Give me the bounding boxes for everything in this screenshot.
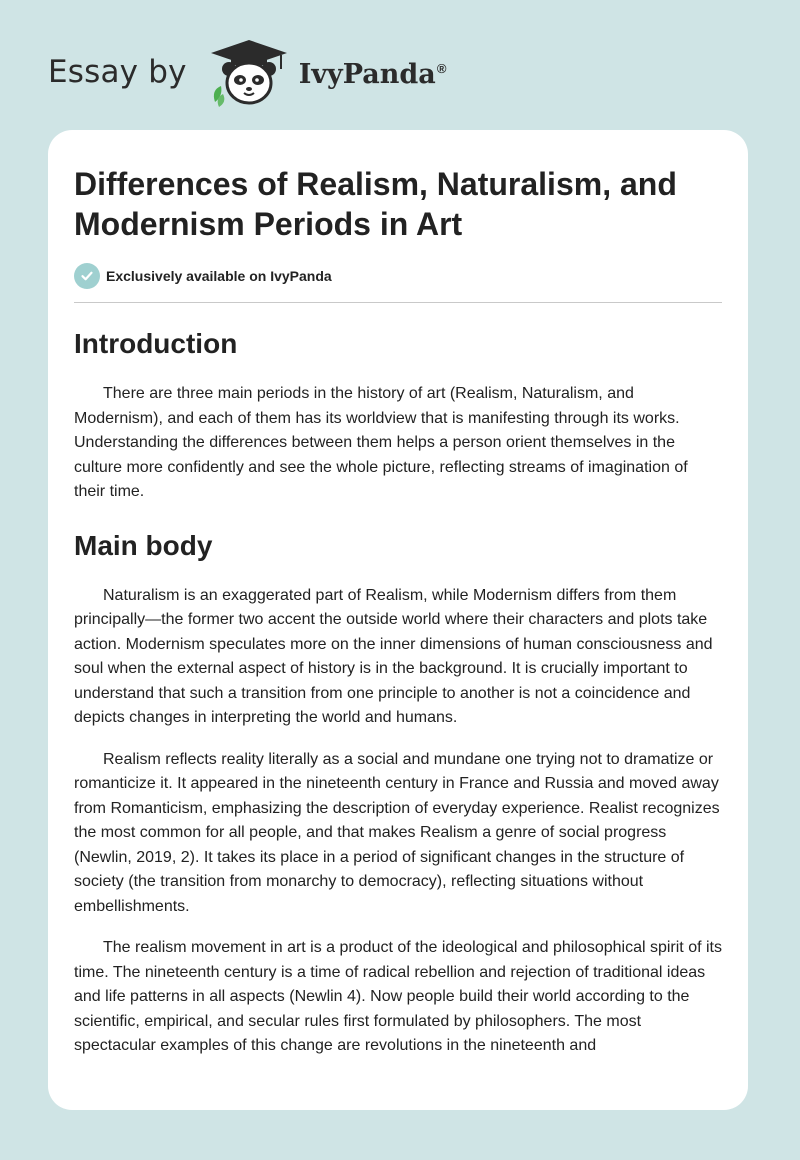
title-divider [74, 302, 722, 303]
panda-graduate-logo-icon [201, 36, 297, 108]
registered-mark: ® [436, 60, 447, 76]
check-circle-icon [74, 263, 100, 289]
essay-by-label: Essay by [48, 54, 187, 90]
exclusive-badge [74, 262, 722, 290]
essay-title: Differences of Realism, Naturalism, and Modernism Periods in Art [74, 166, 677, 242]
paragraph: Naturalism is an exaggerated part of Realism, while Modernism differs from them principally—the former two accent the outside world where their characters and plots take action. Modernism speculates more on the inner dimensions of human consciousness and soul when the external aspect of history is in the background. It is crucially important to understand that such a transition from one principle to another is not a coincidence and depicts changes in interpreting the world and humans. [74, 586, 713, 726]
section-heading-main-body: Main body [74, 529, 213, 561]
brand-name: IvyPanda® [298, 58, 447, 90]
exclusive-badge-text: Exclusively available on IvyPanda [106, 268, 332, 284]
paragraph: There are three main periods in the history of art (Realism, Naturalism, and Modernism), and each of them has its worldview that is manifesting through its works. Understanding the differences between them helps a person orient themselves in the culture more confidently and see the whole picture, reflecting streams of imagination of their time. [74, 385, 688, 500]
paragraph: Realism reflects reality literally as a social and mundane one trying not to dramatize or romanticize it. It appeared in the nineteenth century in France and Russia and moved away from Romanticism, emphasizing the description of everyday experience. Realist recognizes the most common for all people, and that makes Realism a genre of social progress (Newlin, 2019, 2). It takes its place in a period of significant changes in the structure of society (the transition from monarchy to democracy), reflecting situations without embellishments. [74, 750, 720, 915]
site-header-brand[interactable] [48, 36, 446, 108]
essay-card [48, 130, 748, 1110]
paragraph: The realism movement in art is a product of the ideological and philosophical spirit of its time. The nineteenth century is a time of radical rebellion and rejection of traditional ideas and life patterns in all aspects (Newlin 4). Now people build their world according to the scientific, empirical, and secular rules first formulated by philosophers. The most spectacular examples of this change are revolutions in the nineteenth and [74, 939, 722, 1054]
section-heading-introduction: Introduction [74, 328, 238, 359]
